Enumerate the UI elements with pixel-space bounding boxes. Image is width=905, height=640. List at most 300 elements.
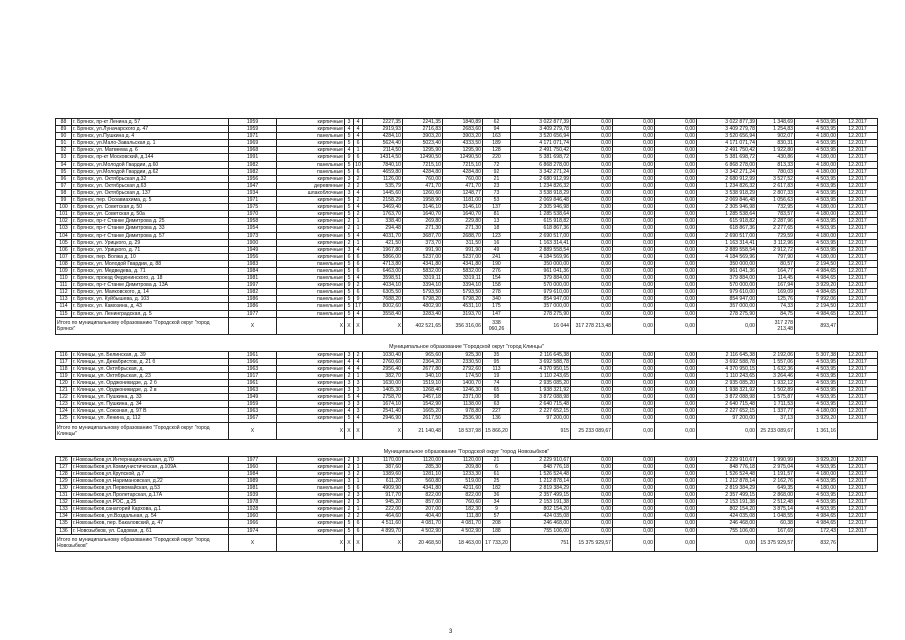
table-cell: 0,00 [613, 218, 655, 225]
table-cell: 12490,50 [443, 154, 483, 161]
table-cell: 3 [354, 380, 363, 387]
table-cell: 4 [354, 133, 363, 140]
table-cell: 100 [56, 204, 72, 211]
table-cell: 207,00 [403, 506, 443, 513]
table-row [56, 189, 878, 196]
table-cell: 1960 [229, 463, 277, 470]
table-cell: 2956,40 [363, 365, 403, 372]
table-cell: 2457,18 [403, 394, 443, 401]
table-cell: 4 511,60 [363, 520, 403, 527]
table-cell: 0,00 [613, 401, 655, 408]
table-cell: 1 348,69 [757, 119, 795, 126]
table-cell: 174,50 [443, 372, 483, 379]
table-cell: 94 [483, 126, 511, 133]
table-cell: 0,00 [655, 253, 697, 260]
table-cell: 12.2017 [838, 218, 878, 225]
table-cell: 3319,11 [443, 275, 483, 282]
table-cell: 95 [56, 168, 72, 175]
table-cell: 0,00 [655, 415, 697, 422]
table-cell: 6 [354, 140, 363, 147]
table-cell: г. Брянск, пер. Осоавиахима, д. 5 [72, 197, 229, 204]
table-cell: 978,80 [443, 408, 483, 415]
table-cell: 0,00 [613, 513, 655, 520]
table-cell: г. Брянск, ул. Молодой Гвардии, д. 88 [72, 260, 229, 267]
table-cell: 0,00 [655, 387, 697, 394]
table-cell: 0,00 [571, 387, 613, 394]
table-cell: 1 711,53 [757, 401, 795, 408]
table-cell: кирпичные [277, 506, 345, 513]
table-cell: 1978 [229, 499, 277, 506]
table-cell: 991,90 [443, 246, 483, 253]
table-cell: 105 [56, 239, 72, 246]
table-cell: 0,00 [655, 218, 697, 225]
table-cell: 961 041,36 [697, 267, 757, 274]
table-cell: 2 229 910,67 [697, 456, 757, 463]
subtotal-label: Итого по муниципальному образованию "Городской округ "город Брянск" [56, 317, 229, 334]
table-cell: 0,00 [571, 506, 613, 513]
table-cell: 271,30 [403, 225, 443, 232]
table-cell: 424 035,08 [511, 513, 571, 520]
table-cell: 6798,20 [403, 296, 443, 303]
table-cell: 246 468,00 [511, 520, 571, 527]
table-cell: 5866,00 [363, 253, 403, 260]
table-cell: 915 [511, 422, 571, 439]
table-cell: 97 200,00 [511, 415, 571, 422]
table-cell: 2946,90 [363, 415, 403, 422]
table-cell: 1 922,80 [757, 147, 795, 154]
section-title-row [56, 449, 878, 457]
table-cell: 18 463,00 [443, 534, 483, 551]
table-cell: 560,80 [403, 477, 443, 484]
table-row [56, 204, 878, 211]
table-row [56, 126, 878, 133]
table-row [56, 527, 878, 534]
table-cell: 0,00 [613, 168, 655, 175]
table-cell: 1949 [229, 246, 277, 253]
table-cell: 2 912,72 [757, 246, 795, 253]
table-cell: 2158,29 [363, 197, 403, 204]
table-cell: 4 180,00 [795, 211, 838, 218]
table-cell: 18 [483, 225, 511, 232]
table-cell: 0,00 [613, 239, 655, 246]
table-cell: 0,00 [571, 211, 613, 218]
subtotal-label: Итого по муниципальному образованию "Городской округ "город Клинцы" [56, 422, 229, 439]
table-cell: 1 110 243,65 [511, 372, 571, 379]
table-cell: 0,00 [655, 506, 697, 513]
table-cell: 4341,80 [403, 260, 443, 267]
table-cell: 1 212 878,14 [697, 477, 757, 484]
table-cell: 12.2017 [838, 394, 878, 401]
table-cell: 2 640 715,48 [511, 401, 571, 408]
table-cell: 4 503,95 [795, 175, 838, 182]
table-cell: 760,00 [403, 175, 443, 182]
table-cell: 848 776,18 [697, 463, 757, 470]
table-cell: 0,00 [655, 168, 697, 175]
table-cell: г. Брянск, ул.Молодой Гвардии, д.62 [72, 168, 229, 175]
table-cell: 4 502,90 [403, 527, 443, 534]
table-cell: 0,00 [655, 380, 697, 387]
table-cell: 3 112,96 [757, 239, 795, 246]
table-cell: 3146,10 [443, 204, 483, 211]
table-cell: 0,00 [613, 484, 655, 491]
table-cell: 5237,00 [443, 253, 483, 260]
table-cell: 4531,10 [443, 303, 483, 310]
table-cell: 12.2017 [838, 463, 878, 470]
table-cell: 2 868,00 [757, 492, 795, 499]
table-cell: 1947 [229, 182, 277, 189]
table-cell: 893,47 [795, 317, 838, 334]
table-cell: 848 776,18 [511, 463, 571, 470]
table-cell: 0,00 [613, 415, 655, 422]
table-cell: кирпичные [277, 380, 345, 387]
table-cell: 0,00 [613, 232, 655, 239]
table-cell: 0,00 [613, 492, 655, 499]
table-cell: 5793,50 [443, 289, 483, 296]
table-row [56, 218, 878, 225]
table-cell: 12.2017 [838, 506, 878, 513]
table-cell: 1963 [229, 387, 277, 394]
table-cell: 4 [354, 246, 363, 253]
table-cell: 2760,60 [363, 358, 403, 365]
table-cell: 2 [345, 463, 354, 470]
table-cell: 16 044 [511, 317, 571, 334]
table-row [56, 253, 878, 260]
table-cell: панельные [277, 303, 345, 310]
table-cell: 4 [354, 310, 363, 317]
table-cell: 5 [345, 260, 354, 267]
table-cell: 12.2017 [838, 140, 878, 147]
table-cell: 4 503,95 [795, 380, 838, 387]
table-row [56, 394, 878, 401]
table-cell: 2 069 846,48 [697, 197, 757, 204]
table-cell: 2 [345, 218, 354, 225]
table-cell: 116 [56, 351, 72, 358]
table-cell: г. Брянск, ул. Советская д. 50а [72, 211, 229, 218]
table-cell: 464,60 [363, 513, 403, 520]
table-cell: X [363, 534, 403, 551]
table-cell: 1246,30 [443, 387, 483, 394]
table-cell: 21 [483, 175, 511, 182]
table-cell: 979 610,00 [511, 289, 571, 296]
table-cell: 9 [345, 154, 354, 161]
table-cell: 5 [345, 161, 354, 168]
table-cell: 114 [56, 303, 72, 310]
table-cell: X [363, 422, 403, 439]
table-cell: кирпичные [277, 175, 345, 182]
table-cell: 1982 [229, 161, 277, 168]
table-cell: 760,60 [443, 499, 483, 506]
table-cell: 1 285 538,64 [511, 211, 571, 218]
table-cell: 49 [483, 246, 511, 253]
table-cell: кирпичные [277, 401, 345, 408]
table-cell: 1126,00 [363, 175, 403, 182]
table-cell: г. Брянск, пр-кт Московский, д.144 [72, 154, 229, 161]
table-cell: 74,33 [757, 303, 795, 310]
table-cell: 269,80 [403, 218, 443, 225]
table-row [56, 239, 878, 246]
table-cell: 0,00 [571, 260, 613, 267]
table-cell: 6 [483, 463, 511, 470]
table-cell: 3 [345, 351, 354, 358]
table-cell: г. Клинцы, ул. Союзная, д. 97 В [72, 408, 229, 415]
table-cell: 4 503,95 [795, 387, 838, 394]
table-cell: 84,75 [757, 310, 795, 317]
table-cell: 1 526 524,48 [511, 470, 571, 477]
table-cell: 5 [345, 133, 354, 140]
table-cell: 0,00 [613, 387, 655, 394]
table-cell: 1181,00 [443, 197, 483, 204]
table-cell: 611,20 [363, 477, 403, 484]
table-cell: 0,00 [613, 289, 655, 296]
table-cell: 802 154,20 [511, 506, 571, 513]
subtotal-row [56, 534, 878, 551]
table-cell: 3 [354, 456, 363, 463]
table-cell: 73 [483, 189, 511, 196]
table-cell: г.Новозыбков,ул.РОС, д.25 [72, 499, 229, 506]
table-cell: 1 285 538,64 [697, 211, 757, 218]
table-cell: г. Клинцы, ул. Октябрьская, д. [72, 365, 229, 372]
table-cell: 1963 [229, 365, 277, 372]
table-cell: 0,00 [613, 147, 655, 154]
table-cell: 0,00 [613, 119, 655, 126]
table-cell: 402 521,65 [403, 317, 443, 334]
table-cell: 3 [354, 408, 363, 415]
table-cell: 729,59 [757, 232, 795, 239]
table-cell: 3 [354, 401, 363, 408]
table-cell: 965,60 [403, 351, 443, 358]
table-cell: 98 [56, 189, 72, 196]
table-cell: 917,70 [363, 492, 403, 499]
table-cell: 3 022 877,39 [511, 119, 571, 126]
table-cell: 6 [354, 289, 363, 296]
table-cell: 3 520 656,94 [697, 133, 757, 140]
table-cell: 2688,70 [443, 232, 483, 239]
table-cell: 0,00 [655, 182, 697, 189]
table-cell: 129 [56, 477, 72, 484]
table-cell: 4 081,70 [443, 520, 483, 527]
table-cell: 2 162,76 [757, 477, 795, 484]
table-cell: 1 234 826,32 [511, 182, 571, 189]
table-cell: 241 [483, 253, 511, 260]
table-row [56, 470, 878, 477]
table-cell: 3319,11 [403, 275, 443, 282]
table-cell: 0,00 [655, 394, 697, 401]
table-cell: 3 342 271,24 [511, 168, 571, 175]
table-cell: 4 [345, 358, 354, 365]
page-number: 3 [449, 629, 453, 635]
table-cell: 0,00 [655, 470, 697, 477]
table-cell: 3 538 918,29 [511, 189, 571, 196]
table-cell: 0,00 [613, 520, 655, 527]
table-cell: 12.2017 [838, 520, 878, 527]
table-cell: 0,00 [655, 351, 697, 358]
table-cell: 115 [56, 310, 72, 317]
table-cell: г.Новозыбков,ул.Коммунистическая, д.109А [72, 463, 229, 470]
table-cell: 3 022 877,39 [697, 119, 757, 126]
table-cell: кирпичные [277, 197, 345, 204]
table-cell: 3 [345, 119, 354, 126]
table-cell: 9 [354, 296, 363, 303]
table-cell: 0,00 [613, 303, 655, 310]
table-cell: 95 [483, 358, 511, 365]
table-cell: 97 200,00 [697, 415, 757, 422]
table-cell: 121 [56, 387, 72, 394]
table-cell: 2 [354, 182, 363, 189]
table-cell: 4 180,00 [795, 133, 838, 140]
table-cell: 1 361,16 [795, 422, 838, 439]
table-cell: 120 [56, 380, 72, 387]
table-cell: 2 357 499,15 [697, 492, 757, 499]
table-cell: кирпичные [277, 394, 345, 401]
table-cell: 2 640 715,48 [697, 401, 757, 408]
table-cell: г.Новозыбков,ул.Интернациональная, д.70 [72, 456, 229, 463]
table-cell: 1 [354, 239, 363, 246]
table-cell: 227 [483, 408, 511, 415]
table-cell: 4 503,95 [795, 506, 838, 513]
table-cell: 12.2017 [838, 154, 878, 161]
table-cell: 0,00 [571, 267, 613, 274]
table-cell: 80,57 [757, 260, 795, 267]
table-row [56, 372, 878, 379]
table-cell: 1969 [229, 140, 277, 147]
table-cell: г. Брянск, ул. Урицкого, д. 71 [72, 246, 229, 253]
table-cell: 4 180,00 [795, 154, 838, 161]
table-cell: 25 233 089,67 [757, 422, 795, 439]
table-cell: 2 807,33 [757, 189, 795, 196]
table-cell: 3 [354, 492, 363, 499]
table-cell: 0,00 [655, 246, 697, 253]
table-cell: 2227,35 [363, 119, 403, 126]
table-cell: 0,00 [571, 168, 613, 175]
table-cell: 0,00 [571, 484, 613, 491]
table-cell: 12.2017 [838, 387, 878, 394]
table-cell: кирпичные [277, 492, 345, 499]
table-cell: 5 [345, 232, 354, 239]
table-cell: 106 [56, 246, 72, 253]
table-cell: г.Новозыбков, пер. Бакаловский, д. 47 [72, 520, 229, 527]
table-cell: 1 212 878,14 [511, 477, 571, 484]
table-cell: 1542,90 [403, 401, 443, 408]
table-cell: 0,00 [655, 456, 697, 463]
table-cell: г. Брянск, ул.Луначарского д. 47 [72, 126, 229, 133]
table-cell: 12.2017 [838, 175, 878, 182]
table-row [56, 119, 878, 126]
table-cell: 1170,00 [363, 456, 403, 463]
table-cell: 0,00 [571, 225, 613, 232]
table-cell: X [277, 422, 345, 439]
table-cell: кирпичные [277, 239, 345, 246]
table-row [56, 303, 878, 310]
table-cell: 25 233 089,67 [571, 422, 613, 439]
table-cell [838, 422, 878, 439]
table-cell: 1 048,55 [757, 513, 795, 520]
table-cell: 0,00 [571, 513, 613, 520]
table-cell: 1989 [229, 477, 277, 484]
table-cell: 89 [56, 126, 72, 133]
table-cell: 8002,60 [363, 303, 403, 310]
table-cell: 0,00 [655, 225, 697, 232]
table-cell: 208 [483, 520, 511, 527]
table-cell: г. Брянск, ул. Урицкого, д. 29 [72, 239, 229, 246]
table-cell: 4659,80 [363, 168, 403, 175]
table-cell: 1971 [229, 197, 277, 204]
table-cell: 961 041,36 [511, 267, 571, 274]
table-cell: 338 060,26 [483, 317, 511, 334]
table-cell: 4 370 950,15 [697, 365, 757, 372]
table-cell: 1975 [229, 204, 277, 211]
table-cell: 134 [56, 513, 72, 520]
table-cell: 0,00 [655, 372, 697, 379]
table-cell: 3 538 918,29 [697, 189, 757, 196]
table-cell: 4 [345, 365, 354, 372]
table-cell: 3 [345, 387, 354, 394]
table-cell: 0,00 [655, 520, 697, 527]
table-cell: г. Клинцы, ул. Пушкина, д. 33 [72, 394, 229, 401]
table-cell: 4 [354, 126, 363, 133]
table-cell: 220 [483, 154, 511, 161]
table-cell: 0,00 [571, 492, 613, 499]
table-cell: 4211,60 [443, 484, 483, 491]
table-cell: 0,00 [655, 365, 697, 372]
table-cell: 2 [354, 470, 363, 477]
table-cell: 1 [354, 225, 363, 232]
table-cell: 1 575,87 [757, 394, 795, 401]
table-cell: 2 690 517,00 [697, 232, 757, 239]
table-cell: 2371,00 [443, 394, 483, 401]
table-cell: 1 337,77 [757, 408, 795, 415]
table-cell: 147 [483, 310, 511, 317]
table-cell: X [277, 534, 345, 551]
table-cell: 373,70 [403, 239, 443, 246]
table-cell: 10 [355, 161, 361, 168]
table-cell: 0,00 [613, 310, 655, 317]
table-cell: 4 503,95 [795, 463, 838, 470]
table-cell: 2 357 499,15 [511, 492, 571, 499]
table-cell: 0,00 [613, 189, 655, 196]
table-cell: 2 [345, 225, 354, 232]
table-cell: 3 264,46 [757, 372, 795, 379]
table-cell: 1 938 321,92 [697, 387, 757, 394]
table-cell: 0,00 [655, 289, 697, 296]
table-cell: 0,00 [571, 253, 613, 260]
table-cell: 12.2017 [838, 513, 878, 520]
table-cell: 2 [345, 506, 354, 513]
table-cell: 2 975,04 [757, 463, 795, 470]
table-cell: 3 [345, 189, 354, 196]
table-cell: 4 184 569,96 [511, 253, 571, 260]
table-cell: г. Брянск, ул. Матвеева д. 6 [72, 147, 229, 154]
table-cell: 356 316,06 [443, 317, 483, 334]
table-cell: 382,70 [363, 372, 403, 379]
table-cell: 118 [56, 365, 72, 372]
table-cell: 1997 [229, 282, 277, 289]
table-cell: 0,00 [613, 534, 655, 551]
table-cell: 404,40 [403, 513, 443, 520]
table-cell: 1966 [229, 520, 277, 527]
table-cell: 1 [354, 463, 363, 470]
table-cell: 1973 [229, 232, 277, 239]
table-cell: 802 154,20 [697, 506, 757, 513]
table-cell: 1389,60 [363, 470, 403, 477]
table-cell: 1295,90 [443, 147, 483, 154]
table-cell: г. Клинцы, ул. Орджоникидзе, д. 2 в [72, 387, 229, 394]
table-cell: 136 [483, 415, 511, 422]
table-cell: 5 [345, 211, 354, 218]
table-cell: 2677,80 [403, 365, 443, 372]
table-cell: 5 [345, 197, 354, 204]
table-cell: 92 [483, 168, 511, 175]
table-cell: 4 [345, 147, 354, 154]
